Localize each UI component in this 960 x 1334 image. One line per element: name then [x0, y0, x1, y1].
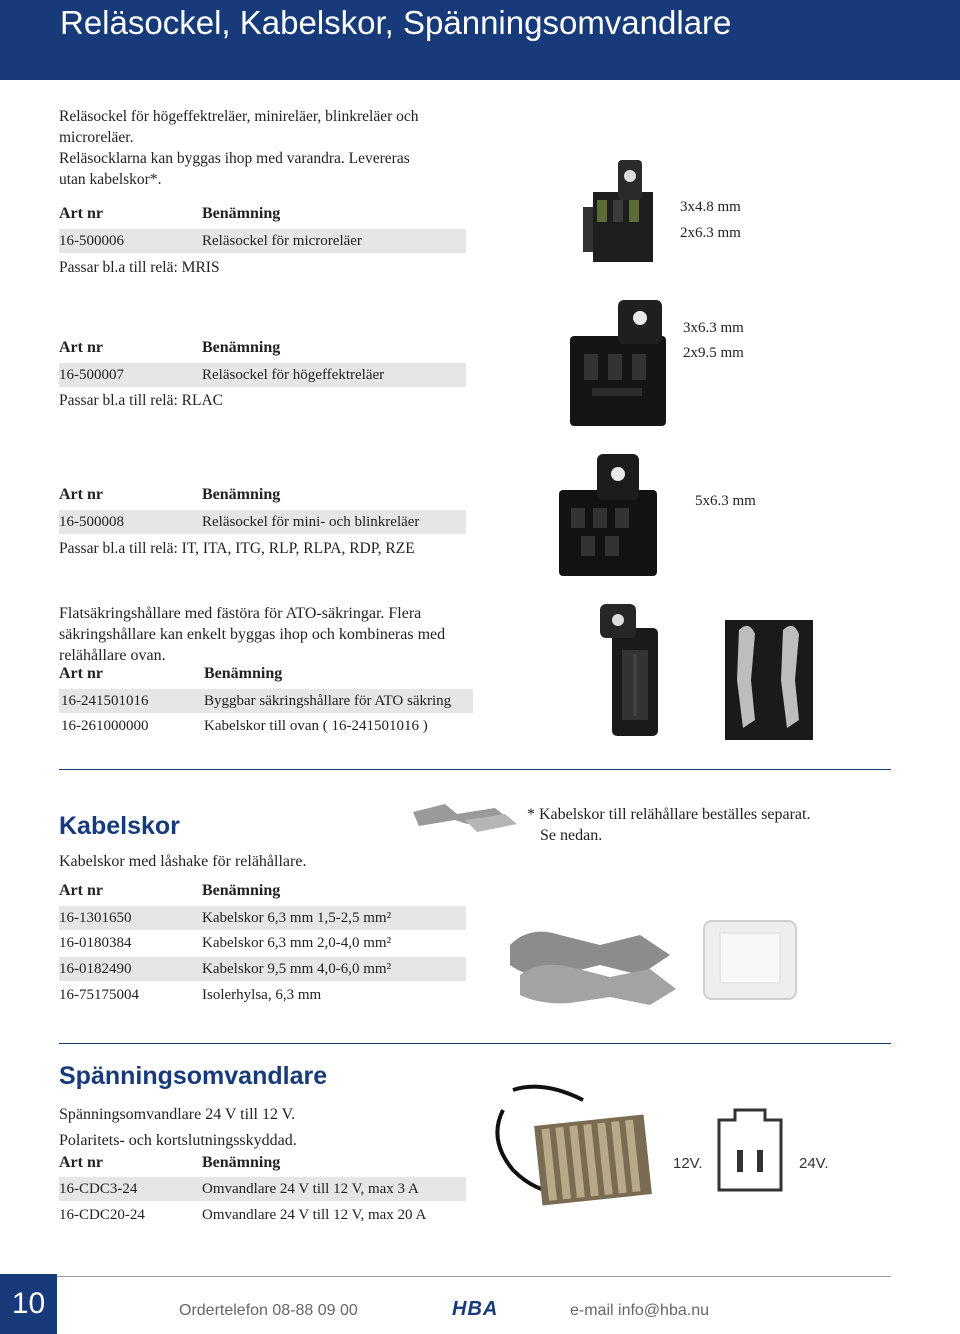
name-cell: Byggbar säkringshållare för ATO säkring: [204, 693, 452, 709]
artnr-cell: 16-CDC3-24: [59, 1181, 138, 1197]
intro-line: utan kabelskor*.: [59, 171, 162, 188]
name-cell: Kabelskor 9,5 mm 4,0-6,0 mm²: [202, 961, 392, 977]
artnr-cell: 16-500008: [59, 514, 124, 530]
table-row: [59, 714, 473, 738]
artnr-cell: 16-0180384: [59, 935, 132, 951]
fuse-desc-line: säkringshållare kan enkelt byggas ihop och kombineras med: [59, 626, 446, 643]
fuse-desc: [59, 603, 445, 666]
spanning-desc-line: Polaritets- och kortslutningsskyddad.: [59, 1132, 297, 1149]
voltage-converter-image: [483, 1080, 658, 1230]
table-row: [59, 983, 466, 1007]
col-header-benamning: Benämning: [202, 339, 281, 356]
col-header-benamning: Benämning: [204, 665, 283, 682]
hba-logo: HBA: [452, 1298, 499, 1320]
name-cell: Omvandlare 24 V till 12 V, max 3 A: [202, 1181, 419, 1197]
artnr-cell: 16-500006: [59, 233, 124, 249]
name-cell: Kabelskor 6,3 mm 2,0-4,0 mm²: [202, 935, 392, 951]
artnr-cell: 16-0182490: [59, 961, 132, 977]
name-cell: Reläsockel för högeffektreläer: [202, 367, 385, 383]
artnr-cell: 16-241501016: [61, 693, 149, 709]
intro-text: [59, 106, 419, 190]
table-row: [59, 931, 466, 955]
table-row: [59, 229, 466, 253]
terminal-connector-image: [725, 620, 813, 740]
artnr-cell: 16-CDC20-24: [59, 1207, 145, 1223]
table-row: [59, 510, 466, 534]
spanning-desc: [59, 1102, 297, 1154]
page-header: [0, 0, 960, 80]
col-header-benamning: Benämning: [202, 1154, 281, 1171]
fuse-holder-image: [590, 598, 680, 743]
spanning-desc-line: Spänningsomvandlare 24 V till 12 V.: [59, 1106, 296, 1123]
page-title: Reläsockel, Kabelskor, Spänningsomvandlare: [60, 4, 732, 41]
relay-socket-rlac-image: [562, 296, 674, 431]
table-row: [59, 1177, 466, 1201]
artnr-cell: 16-1301650: [59, 910, 132, 926]
diagram-label-12v: 12V.: [673, 1155, 703, 1172]
table-row: [59, 957, 466, 981]
fits-text: Passar bl.a till relä: IT, ITA, ITG, RLP, RLPA, RDP, RZE: [59, 540, 415, 557]
table-row: [59, 689, 473, 713]
spec-text: 3x4.8 mm: [680, 199, 741, 215]
note-line: Se nedan.: [540, 827, 603, 844]
artnr-cell: 16-75175004: [59, 987, 139, 1003]
col-header-benamning: Benämning: [202, 486, 281, 503]
spec-text: 2x6.3 mm: [680, 225, 741, 241]
footer-divider: [57, 1276, 891, 1277]
spec-text: 3x6.3 mm: [683, 320, 744, 336]
spec-text: 2x9.5 mm: [683, 345, 744, 361]
name-cell: Isolerhylsa, 6,3 mm: [202, 987, 322, 1003]
intro-line: Reläsocklarna kan byggas ihop med varandra. Levereras: [59, 150, 410, 167]
name-cell: Kabelskor till ovan ( 16-241501016 ): [204, 718, 428, 734]
relay-socket-mris-image: [583, 152, 668, 277]
fuse-desc-line: Flatsäkringshållare med fästöra för ATO-säkringar. Flera: [59, 605, 422, 622]
col-header-artnr: Art nr: [59, 339, 103, 356]
diagram-label-24v: 24V.: [799, 1155, 829, 1172]
cable-lugs-image: [500, 905, 680, 1010]
name-cell: Reläsockel för mini- och blinkreläer: [202, 514, 420, 530]
section-title-spanning: Spänningsomvandlare: [59, 1062, 328, 1090]
note-line: * Kabelskor till relähållare beställes separat.: [527, 806, 811, 823]
intro-line: Reläsockel för högeffektreläer, minireläer, blinkreläer och: [59, 108, 419, 125]
spec-text: 5x6.3 mm: [695, 493, 756, 509]
connector-diagram: [665, 1100, 850, 1200]
artnr-cell: 16-261000000: [61, 718, 149, 734]
col-header-benamning: Benämning: [202, 882, 281, 899]
kabelskor-desc: Kabelskor med låshake för relähållare.: [59, 853, 307, 870]
col-header-artnr: Art nr: [59, 1154, 103, 1171]
fits-text: Passar bl.a till relä: RLAC: [59, 392, 224, 409]
fuse-desc-line: relähållare ovan.: [59, 647, 166, 664]
col-header-artnr: Art nr: [59, 205, 103, 222]
intro-line: microreläer.: [59, 129, 134, 146]
kabelskor-note: [527, 804, 810, 846]
cable-lug-small-image: [405, 790, 525, 850]
col-header-benamning: Benämning: [202, 205, 281, 222]
relay-socket-mini-image: [553, 452, 665, 582]
table-row: [59, 906, 466, 930]
col-header-artnr: Art nr: [59, 882, 103, 899]
name-cell: Kabelskor 6,3 mm 1,5-2,5 mm²: [202, 910, 392, 926]
col-header-artnr: Art nr: [59, 486, 103, 503]
page-number: 10: [0, 1274, 57, 1334]
table-row: [59, 1203, 466, 1227]
name-cell: Omvandlare 24 V till 12 V, max 20 A: [202, 1207, 427, 1223]
divider: [59, 769, 891, 770]
table-row: [59, 363, 466, 387]
name-cell: Reläsockel för microreläer: [202, 233, 362, 249]
footer-phone: Ordertelefon 08-88 09 00: [179, 1302, 358, 1319]
fits-text: Passar bl.a till relä: MRIS: [59, 259, 220, 276]
divider: [59, 1043, 891, 1044]
section-title-kabelskor: Kabelskor: [59, 812, 180, 840]
col-header-artnr: Art nr: [59, 665, 103, 682]
artnr-cell: 16-500007: [59, 367, 124, 383]
footer-email: e-mail info@hba.nu: [570, 1302, 709, 1319]
insulating-sleeve-image: [690, 905, 810, 1010]
